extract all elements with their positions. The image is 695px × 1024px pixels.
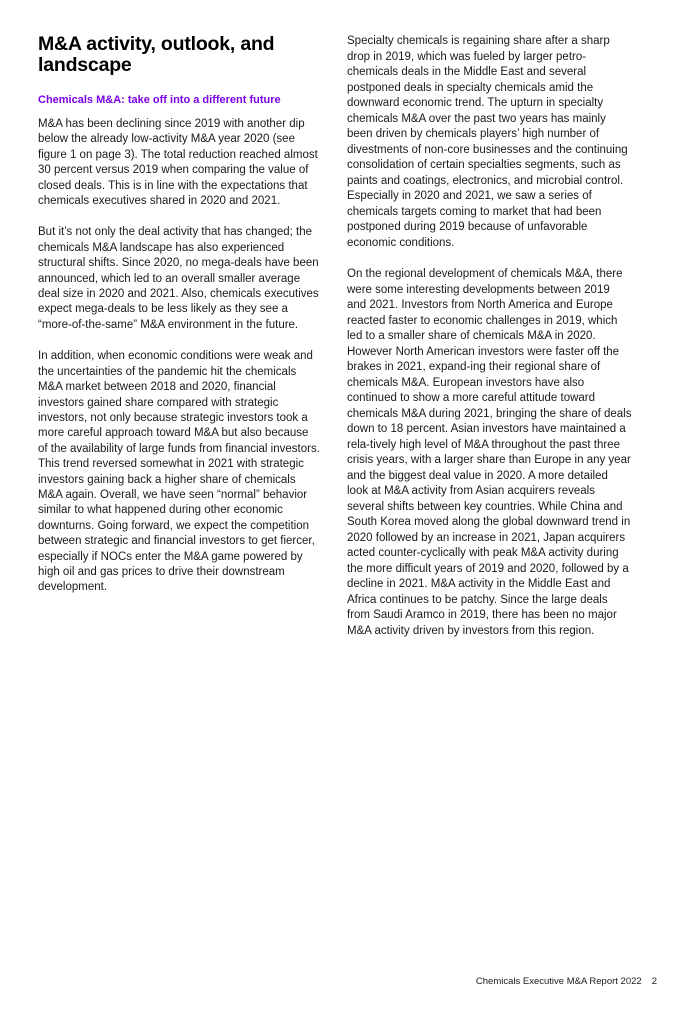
body-paragraph: On the regional development of chemicals M&A, there were some interesting developments between 2019 and 2021. Investors from North America and Europe reacted faster to economic challenges in 2019, which led to a smaller share of chemicals M&A in 2020. However North American investors were faster off the brakes in 2021, expand-ing their regional share of chemicals M&A. European investors have also continued to show a more careful attitude toward chemicals M&A during 2021, bringing the share of deals down to 18 percent. Asian investors have maintained a rela-tively high level of M&A throughout the past three crisis years, with a larger share than Europe in any year and the biggest deal value in 2020. A more detailed look at M&A activity from Asian acquirers reveals several shifts between key countries. While China and South Korea moved along the global downward trend in 2020 followed by an increase in 2021, Japan acquirers acted counter-cyclically with peak M&A activity during the more difficult years of 2019 and 2020, followed by a decline in 2021. M&A activity in the Middle East and Africa continues to be patchy. Since the large deals from Saudi Aramco in 2019, there has been no major M&A activity driven by investors from this region. bbox=[347, 268, 632, 637]
body-paragraph: But it’s not only the deal activity that has changed; the chemicals M&A landscape has also experienced structural shifts. Since 2020, no mega-deals have been announced, which led to an overall smaller average deal size in 2020 and 2021. Also, chemicals executives expect mega-deals to be less likely as they see a “more-of-the-same” M&A environment in the future. bbox=[38, 226, 319, 331]
page-number: 2 bbox=[651, 976, 657, 987]
body-paragraph: In addition, when economic conditions were weak and the uncertainties of the pandemic hit the chemicals M&A market between 2018 and 2020, financial investors gained share compared with strategic investors, not only because strategic investors took a more careful approach toward M&A but also because of the availability of large funds from financial investors. This trend reversed somewhat in 2021 with strategic investors gaining back a higher share of chemicals M&A again. Overall, we have seen “normal” behavior similar to what happened during other economic downturns. Going forward, we expect the competition between strategic and financial investors to get fiercer, especially if NOCs enter the M&A game powered by high oil and gas prices to drive their downstream development. bbox=[38, 350, 320, 594]
body-paragraph: M&A has been declining since 2019 with another dip below the already low-activity M&A year 2020 (see figure 1 on page 3). The total reduction reached almost 30 percent versus 2019 when comparing the value of closed deals. This is in line with the expectations that chemicals executives shared in 2020 and 2021. bbox=[38, 118, 318, 208]
right-column bbox=[347, 34, 632, 655]
body-paragraph: Specialty chemicals is regaining share after a sharp drop in 2019, which was fueled by larger petro-chemicals deals in the Middle East and several postponed deals in specialty chemicals amid the downward economic trend. The upturn in specialty chemicals M&A over the past two years has mainly been driven by chemicals players’ high number of divestments of non-core businesses and the continuing consolidation of certain specialties segments, such as paints and coatings, electronics, and microbial control. Especially in 2020 and 2021, we saw a series of chemicals targets coming to market that had been postponed during 2019 because of unfavorable economic conditions. bbox=[347, 35, 628, 249]
left-column bbox=[38, 34, 320, 612]
page-footer bbox=[476, 976, 657, 988]
footer-report-title: Chemicals Executive M&A Report 2022 bbox=[475, 976, 642, 987]
section-heading: M&A activity, outlook, and landscape bbox=[38, 33, 275, 76]
section-subheading: Chemicals M&A: take off into a different future bbox=[38, 94, 281, 106]
